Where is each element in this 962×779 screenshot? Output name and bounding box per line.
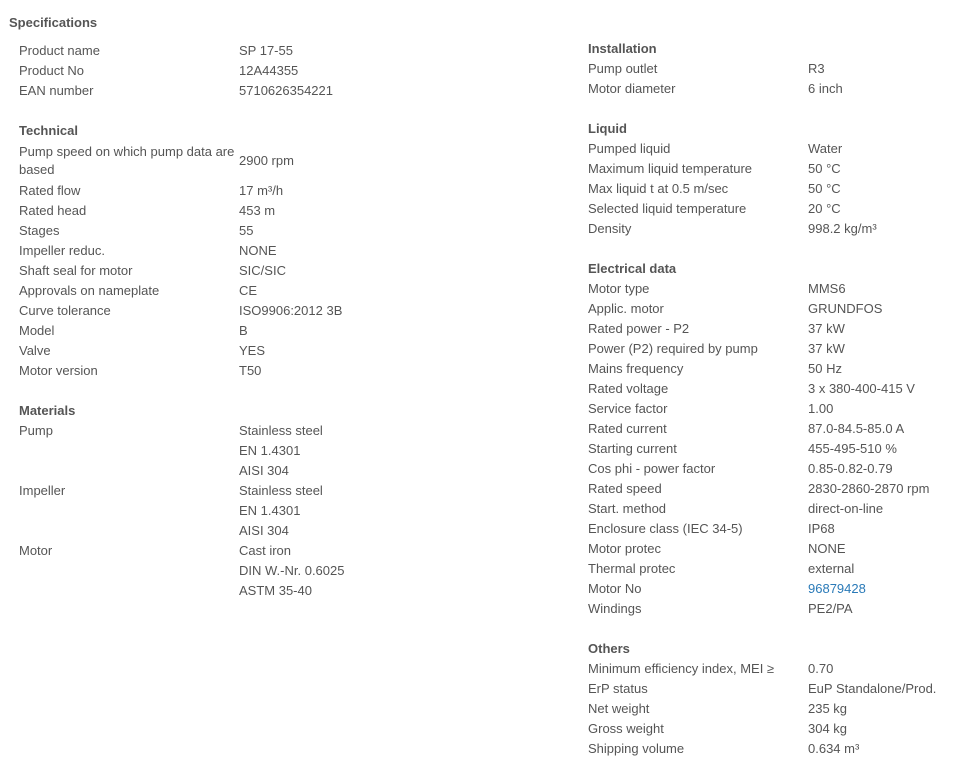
spec-label: Product No — [19, 63, 85, 78]
section-title-installation: Installation — [588, 41, 657, 56]
spec-value: 50 °C — [808, 161, 841, 176]
spec-row — [588, 499, 958, 519]
spec-value: 0.634 m³ — [808, 741, 860, 756]
spec-value — [239, 541, 389, 601]
spec-label: Mains frequency — [588, 361, 684, 376]
technical-section — [19, 121, 389, 381]
spec-label: Rated speed — [588, 481, 662, 496]
spec-row — [588, 519, 958, 539]
spec-value — [239, 421, 389, 481]
spec-value: T50 — [239, 363, 262, 378]
spec-row — [19, 181, 389, 201]
spec-row — [19, 221, 389, 241]
spec-label: Thermal protec — [588, 561, 676, 576]
spec-value: 0.70 — [808, 661, 834, 676]
spec-row — [588, 699, 958, 719]
spec-row — [19, 261, 389, 281]
spec-value: 50 Hz — [808, 361, 842, 376]
spec-value: 455-495-510 % — [808, 441, 897, 456]
spec-label: Density — [588, 221, 632, 236]
spec-label: Max liquid t at 0.5 m/sec — [588, 181, 729, 196]
spec-value: 998.2 kg/m³ — [808, 221, 877, 236]
spec-row-material-pump — [19, 421, 389, 481]
spec-row — [588, 339, 958, 359]
material-line: Stainless steel — [239, 423, 323, 438]
spec-row — [588, 679, 958, 699]
right-column — [588, 39, 958, 779]
spec-row-material-impeller — [19, 481, 389, 541]
spec-value: 304 kg — [808, 721, 848, 736]
spec-value: 453 m — [239, 203, 276, 218]
spec-label: Cos phi - power factor — [588, 461, 716, 476]
spec-row — [19, 301, 389, 321]
spec-label: Pump speed on which pump data are based — [19, 144, 235, 177]
spec-row — [588, 439, 958, 459]
material-line: EN 1.4301 — [239, 503, 301, 518]
spec-row — [588, 739, 958, 759]
spec-value: 55 — [239, 223, 254, 238]
spec-label: Pumped liquid — [588, 141, 671, 156]
spec-row — [588, 139, 958, 159]
spec-label: Selected liquid temperature — [588, 201, 747, 216]
spec-value: 3 x 380-400-415 V — [808, 381, 915, 396]
spec-value: 37 kW — [808, 341, 845, 356]
spec-row-windings — [588, 599, 958, 619]
material-line: EN 1.4301 — [239, 443, 301, 458]
spec-label: Product name — [19, 43, 100, 58]
page-title: Specifications — [9, 15, 98, 30]
spec-row — [588, 179, 958, 199]
spec-row — [19, 321, 389, 341]
spec-label: Gross weight — [588, 721, 664, 736]
spec-value: SIC/SIC — [239, 263, 286, 278]
spec-label: Rated power - P2 — [588, 321, 690, 336]
spec-value — [239, 481, 389, 541]
material-line: AISI 304 — [239, 523, 289, 538]
others-section — [588, 639, 958, 759]
spec-label: Service factor — [588, 401, 668, 416]
spec-label: Rated current — [588, 421, 667, 436]
material-line: ASTM 35-40 — [239, 583, 312, 598]
material-line: AISI 304 — [239, 463, 289, 478]
spec-label: Power (P2) required by pump — [588, 341, 758, 356]
spec-value: CE — [239, 283, 258, 298]
spec-row-product-no — [19, 61, 389, 81]
spec-row — [588, 59, 958, 79]
spec-label: Starting current — [588, 441, 677, 456]
spec-row — [588, 319, 958, 339]
spec-value: MMS6 — [808, 281, 846, 296]
spec-value: EuP Standalone/Prod. — [808, 681, 937, 696]
spec-label: Approvals on nameplate — [19, 283, 160, 298]
spec-label: Rated voltage — [588, 381, 669, 396]
spec-label: Shaft seal for motor — [19, 263, 133, 278]
spec-row — [19, 341, 389, 361]
spec-row — [588, 359, 958, 379]
spec-label: Windings — [588, 601, 642, 616]
left-column — [19, 41, 389, 621]
spec-label: Enclosure class (IEC 34-5) — [588, 521, 743, 536]
spec-row — [588, 539, 958, 559]
spec-label: Motor — [19, 543, 53, 558]
spec-row-pump-speed — [19, 141, 389, 181]
spec-label: Motor version — [19, 363, 98, 378]
spec-label: Model — [19, 323, 55, 338]
spec-value: 2830-2860-2870 rpm — [808, 481, 930, 496]
spec-label: EAN number — [19, 83, 94, 98]
spec-row — [588, 219, 958, 239]
section-title-liquid: Liquid — [588, 121, 627, 136]
spec-row — [19, 201, 389, 221]
spec-value: 5710626354221 — [239, 83, 333, 98]
material-line: DIN W.-Nr. 0.6025 — [239, 563, 345, 578]
spec-label: Impeller — [19, 483, 66, 498]
spec-row — [588, 159, 958, 179]
spec-label: Minimum efficiency index, MEI ≥ — [588, 661, 775, 676]
spec-row — [588, 419, 958, 439]
spec-value: SP 17-55 — [239, 43, 293, 58]
spec-value: 50 °C — [808, 181, 841, 196]
spec-value: NONE — [239, 243, 277, 258]
spec-label: Net weight — [588, 701, 650, 716]
spec-row-material-motor — [19, 541, 389, 601]
spec-row — [588, 379, 958, 399]
spec-value: Water — [808, 141, 843, 156]
material-line: Cast iron — [239, 543, 292, 558]
section-title-others: Others — [588, 641, 630, 656]
spec-row — [588, 459, 958, 479]
spec-value: 6 inch — [808, 81, 843, 96]
spec-value: 12A44355 — [239, 63, 299, 78]
spec-row — [588, 479, 958, 499]
spec-label: Rated head — [19, 203, 87, 218]
spec-value — [808, 579, 958, 599]
spec-row — [19, 281, 389, 301]
spec-row-product-name — [19, 41, 389, 61]
spec-row — [588, 719, 958, 739]
spec-label: Maximum liquid temperature — [588, 161, 753, 176]
spec-value: 0.85-0.82-0.79 — [808, 461, 893, 476]
spec-label: Shipping volume — [588, 741, 685, 756]
spec-label: Applic. motor — [588, 301, 664, 316]
section-title-electrical: Electrical data — [588, 261, 677, 276]
spec-row — [19, 241, 389, 261]
spec-value: 20 °C — [808, 201, 841, 216]
spec-value: YES — [239, 343, 266, 358]
spec-value: 17 m³/h — [239, 183, 284, 198]
spec-label: Motor No — [588, 581, 642, 596]
spec-label: Rated flow — [19, 183, 81, 198]
section-title-materials: Materials — [19, 403, 76, 418]
spec-value: GRUNDFOS — [808, 301, 883, 316]
spec-value: 87.0-84.5-85.0 A — [808, 421, 905, 436]
spec-value: IP68 — [808, 521, 835, 536]
spec-label: Stages — [19, 223, 60, 238]
spec-row — [588, 279, 958, 299]
spec-value: external — [808, 561, 855, 576]
electrical-section — [588, 259, 958, 619]
spec-value: 235 kg — [808, 701, 848, 716]
spec-value: ISO9906:2012 3B — [239, 303, 343, 318]
spec-row — [588, 659, 958, 679]
spec-label: Curve tolerance — [19, 303, 111, 318]
spec-label: Start. method — [588, 501, 667, 516]
spec-value: NONE — [808, 541, 846, 556]
spec-value: 2900 rpm — [239, 153, 294, 168]
spec-row — [19, 361, 389, 381]
liquid-section — [588, 119, 958, 239]
spec-row — [588, 79, 958, 99]
spec-label: Pump outlet — [588, 61, 658, 76]
spec-value: PE2/PA — [808, 601, 853, 616]
spec-label: Valve — [19, 343, 51, 358]
section-title-technical: Technical — [19, 123, 79, 138]
spec-value: 37 kW — [808, 321, 845, 336]
spec-row — [588, 399, 958, 419]
spec-row-motor-no — [588, 579, 958, 599]
spec-label: Impeller reduc. — [19, 243, 105, 258]
material-line: Stainless steel — [239, 483, 323, 498]
general-section — [19, 41, 389, 101]
spec-value: 1.00 — [808, 401, 834, 416]
installation-section — [588, 39, 958, 99]
motor-no-link[interactable]: 96879428 — [808, 581, 866, 596]
spec-value: B — [239, 323, 248, 338]
spec-row-ean-number — [19, 81, 389, 101]
spec-value: R3 — [808, 61, 825, 76]
spec-label: ErP status — [588, 681, 648, 696]
materials-section — [19, 401, 389, 601]
spec-label: Motor type — [588, 281, 650, 296]
spec-row — [588, 299, 958, 319]
spec-value: direct-on-line — [808, 501, 884, 516]
spec-row — [588, 199, 958, 219]
spec-row — [588, 559, 958, 579]
spec-label: Motor protec — [588, 541, 661, 556]
spec-label: Pump — [19, 423, 53, 438]
spec-label: Motor diameter — [588, 81, 676, 96]
